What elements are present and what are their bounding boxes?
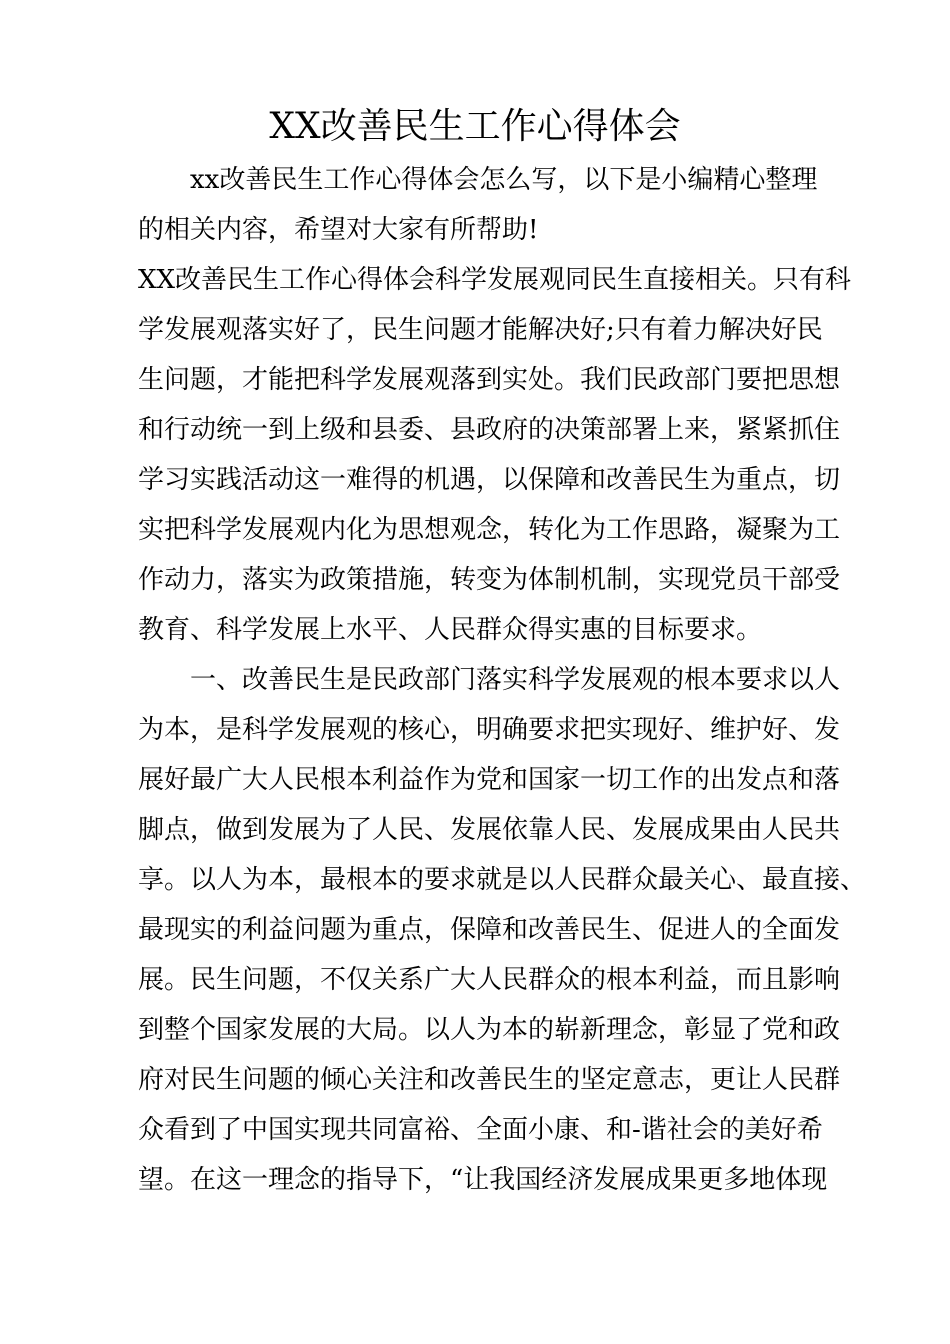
text-line: 为本，是科学发展观的核心，明确要求把实现好、维护好、发 [138, 715, 841, 745]
text-line: 展。民生问题，不仅关系广大人民群众的根本利益，而且影响 [138, 965, 841, 995]
text-line: 最现实的利益问题为重点，保障和改善民生、促进人的全面发 [138, 915, 841, 945]
text-line: 展好最广大人民根本利益作为党和国家一切工作的出发点和落 [138, 765, 841, 795]
text-line: 生问题，才能把科学发展观落到实处。我们民政部门要把思想 [138, 365, 841, 395]
text-line: 学发展观落实好了，民生问题才能解决好;只有着力解决好民 [138, 315, 823, 345]
text-line: 众看到了中国实现共同富裕、全面小康、和-谐社会的美好希 [138, 1115, 823, 1145]
text-line: 的相关内容，希望对大家有所帮助! [138, 215, 539, 245]
text-line: 一、改善民生是民政部门落实科学发展观的根本要求以人 [190, 665, 841, 695]
text-line: 望。在这一理念的指导下，“让我国经济发展成果更多地体现 [138, 1165, 828, 1195]
text-line: 府对民生问题的倾心关注和改善民生的坚定意志，更让人民群 [138, 1065, 841, 1095]
text-line: 作动力，落实为政策措施，转变为体制机制，实现党员干部受 [138, 565, 841, 595]
text-line: 到整个国家发展的大局。以人为本的崭新理念，彰显了党和政 [138, 1015, 841, 1045]
text-line: XX改善民生工作心得体会科学发展观同民生直接相关。只有科 [138, 265, 852, 295]
text-line: 教育、科学发展上水平、人民群众得实惠的目标要求。 [138, 615, 763, 645]
document-title: XX改善民生工作心得体会 [269, 106, 681, 147]
text-line: 实把科学发展观内化为思想观念，转化为工作思路，凝聚为工 [138, 515, 841, 545]
text-line: 享。以人为本，最根本的要求就是以人民群众最关心、最直接、 [138, 865, 867, 895]
text-line: xx改善民生工作心得体会怎么写，以下是小编精心整理 [190, 165, 818, 195]
text-line: 脚点，做到发展为了人民、发展依靠人民、发展成果由人民共 [138, 815, 841, 845]
text-line: 和行动统一到上级和县委、县政府的决策部署上来，紧紧抓住 [138, 415, 841, 445]
text-line: 学习实践活动这一难得的机遇，以保障和改善民生为重点，切 [138, 465, 841, 495]
